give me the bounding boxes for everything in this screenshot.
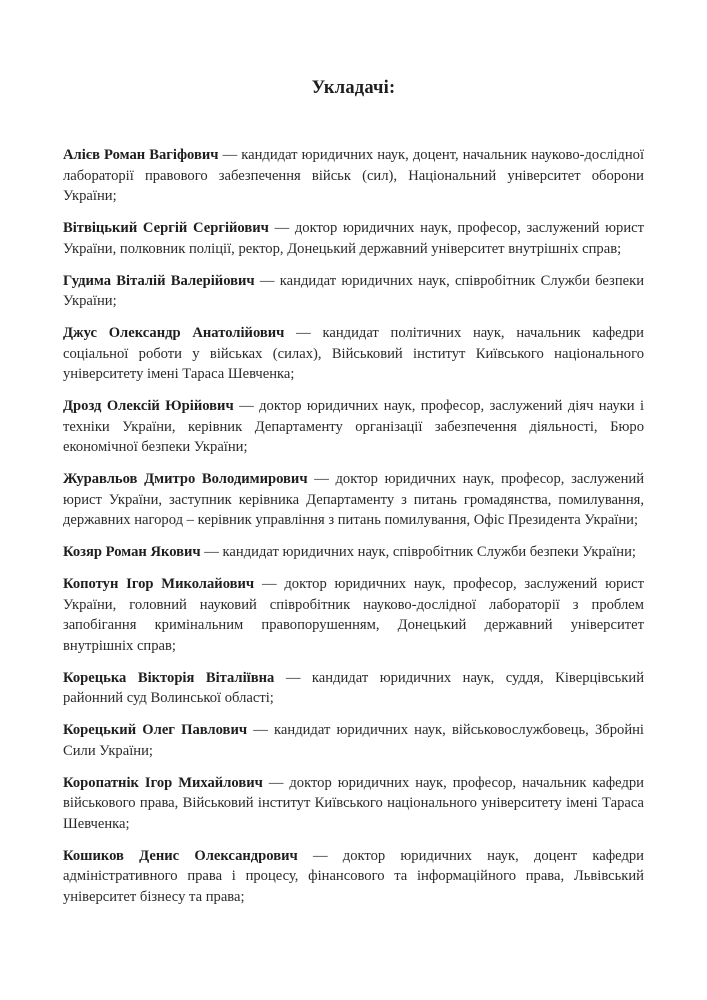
list-item (63, 574, 644, 656)
list-item (63, 218, 644, 259)
separator: — (274, 669, 312, 686)
author-description: доктор юридичних наук, професор, заслужений юрист України, головний науковий співробітник науково-дослідної лабораторії з проблем запобігання кримінальним правопорушенням, Донецький державний університет внутрішніх справ; (63, 576, 644, 654)
author-description: доктор юридичних наук, професор, заслужений юрист України, заступник керівника Департаменту з питань громадянства, помилування, державних нагород – керівник управління з питань помилування, Офіс Президента України; (63, 471, 645, 528)
separator: — (200, 544, 223, 560)
author-name: Алієв Роман Вагіфович (63, 147, 219, 163)
page-title: Укладачі: (311, 78, 396, 98)
separator: — (218, 147, 242, 163)
separator: — (254, 272, 280, 289)
author-description: доктор юридичних наук, професор, начальник кафедри військового права, Військовий інститут Київського національного університету імені Тараса Шевченка; (63, 774, 644, 832)
author-description: доктор юридичних наук, професор, заслужений діяч науки і техніки України, керівник Департаменту організації забезпечення діяльності, Бюро економічної безпеки України; (63, 398, 644, 455)
author-name: Коропатнік Ігор Михайлович (63, 774, 263, 791)
document-page (63, 78, 644, 919)
list-item (63, 396, 644, 458)
separator: — (268, 220, 295, 236)
list-item (63, 720, 644, 761)
author-description: доктор юридичних наук, професор, заслужений юрист України, полковник поліції, ректор, Донецький державний університет внутрішніх справ; (63, 220, 644, 257)
list-item (63, 323, 644, 385)
author-description: кандидат політичних наук, начальник кафедри соціальної роботи у військах (силах), Військовий інститут Київського національного університету імені Тараса Шевченка; (63, 325, 644, 382)
author-name: Кошиков Денис Олександрович (63, 847, 298, 864)
author-name: Вітвіцький Сергій Сергійович (63, 220, 269, 236)
separator: — (307, 471, 336, 487)
separator: — (297, 847, 343, 864)
list-item (63, 668, 644, 709)
author-description: кандидат юридичних наук, співробітник Служби безпеки України; (63, 272, 645, 309)
list-item (63, 542, 644, 563)
compilers-list (63, 145, 644, 907)
author-name: Корецький Олег Павлович (63, 722, 248, 738)
separator: — (284, 325, 323, 341)
author-name: Козяр Роман Якович (63, 544, 201, 560)
list-item (63, 271, 644, 312)
author-description: кандидат юридичних наук, доцент, начальник науково-дослідної лабораторії правового забезпечення військ (сил), Національний університет оборони України; (63, 147, 644, 204)
list-item (63, 846, 644, 908)
author-name: Копотун Ігор Миколайович (63, 576, 255, 592)
separator: — (247, 722, 275, 738)
author-description: кандидат юридичних наук, суддя, Ківерцівський районний суд Волинської області; (63, 669, 644, 706)
separator: — (254, 576, 285, 592)
list-item (63, 773, 644, 835)
author-name: Джус Олександр Анатолійович (63, 325, 285, 341)
list-item (63, 469, 644, 531)
separator: — (233, 398, 260, 414)
author-name: Гудима Віталій Валерійович (63, 272, 255, 289)
author-description: кандидат юридичних наук, військовослужбовець, Збройні Сили України; (63, 722, 644, 759)
author-name: Дрозд Олексій Юрійович (63, 398, 234, 414)
author-description: кандидат юридичних наук, співробітник Служби безпеки України; (222, 544, 636, 560)
author-name: Корецька Вікторія Віталіївна (63, 669, 275, 686)
list-item (63, 145, 644, 207)
author-description: доктор юридичних наук, доцент кафедри адміністративного права і процесу, фінансового та інформаційного права, Львівський університет бізнесу та права; (63, 847, 644, 905)
author-name: Журавльов Дмитро Володимирович (63, 471, 308, 487)
separator: — (262, 774, 290, 791)
